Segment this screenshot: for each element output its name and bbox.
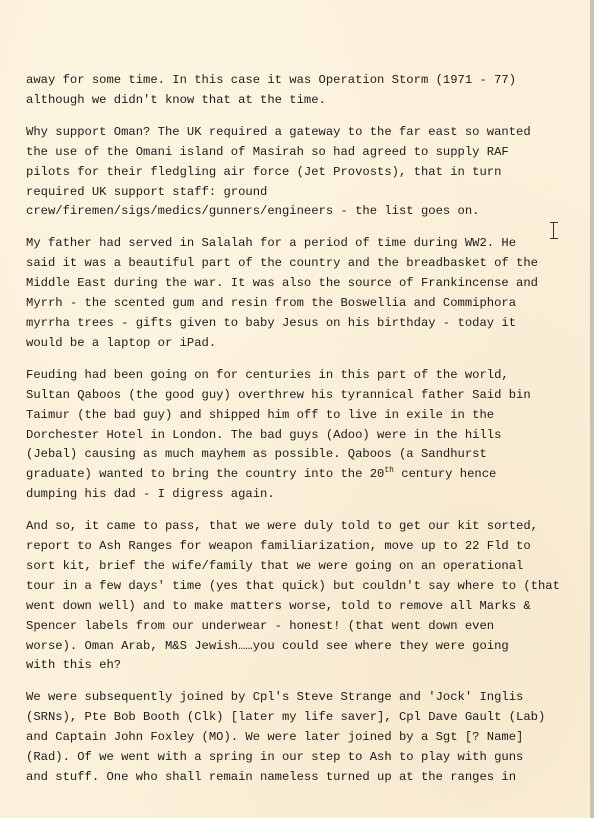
text-line: We were subsequently joined by Cpl's Steve Strange and 'Jock' Inglis (26, 690, 524, 705)
text-line: worse). Oman Arab, M&S Jewish……you could see where they were going (26, 638, 509, 653)
text-line: Feuding had been going on for centuries in this part of the world, (26, 367, 509, 382)
paragraph-why-support-oman (26, 123, 574, 223)
ordinal-suffix: th (384, 466, 394, 476)
paragraph-father-salalah (26, 234, 574, 353)
text-line: myrrha trees - gifts given to baby Jesus on his birthday - today it (26, 315, 517, 330)
text-line: Dorchester Hotel in London. The bad guys (Adoo) were in the hills (26, 427, 502, 442)
text-line: went down well) and to make matters worse, told to remove all Marks & (26, 598, 531, 613)
text-line: and stuff. One who shall remain nameless turned up at the ranges in (26, 770, 517, 784)
text-line: pilots for their fledgling air force (Jet Provosts), that in turn (26, 164, 502, 179)
text-line: said it was a beautiful part of the country and the breadbasket of the (26, 256, 538, 271)
paragraph-joined-by (26, 688, 574, 788)
text-line: (Rad). Of we went with a spring in our step to Ash to play with guns (26, 750, 524, 765)
text-line: Sultan Qaboos (the good guy) overthrew his tyrannical father Said bin (26, 387, 531, 402)
document-body (26, 71, 574, 800)
page-edge (590, 0, 594, 818)
text-line: Why support Oman? The UK required a gateway to the far east so wanted (26, 124, 531, 139)
text-line: report to Ash Ranges for weapon familiarization, move up to 22 Fld to (26, 539, 531, 554)
text-line: And so, it came to pass, that we were duly told to get our kit sorted, (26, 519, 538, 534)
text-line: with this eh? (26, 658, 122, 673)
paragraph-operation-storm (26, 71, 574, 111)
text-line: Taimur (the bad guy) and shipped him off to live in exile in the (26, 407, 495, 422)
text-line: (SRNs), Pte Bob Booth (Clk) [later my life saver], Cpl Dave Gault (Lab) (26, 710, 546, 725)
text-line: the use of the Omani island of Masirah so had agreed to supply RAF (26, 144, 509, 159)
text-line: would be a laptop or iPad. (26, 335, 217, 350)
text-line: dumping his dad - I digress again. (26, 487, 275, 502)
text-line: crew/firemen/sigs/medics/gunners/engineers - the list goes on. (26, 204, 480, 219)
text-line: although we didn't know that at the time. (26, 92, 326, 107)
text-cursor-icon (553, 222, 562, 239)
text-line: Myrrh - the scented gum and resin from the Boswellia and Commiphora (26, 296, 517, 311)
text-line: Spencer labels from our underwear - honest! (that went down even (26, 618, 495, 633)
paragraph-came-to-pass (26, 517, 574, 676)
text-line: required UK support staff: ground (26, 184, 268, 199)
text-line: sort kit, brief the wife/family that we were going on an operational (26, 558, 524, 573)
text-line: tour in a few days' time (yes that quick) but couldn't say where to (that (26, 578, 560, 593)
text-line: graduate) wanted to bring the country into the 20th century hence (26, 466, 497, 482)
paragraph-feuding (26, 366, 574, 505)
text-line: My father had served in Salalah for a period of time during WW2. He (26, 236, 517, 251)
text-line: (Jebal) causing as much mayhem as possible. Qaboos (a Sandhurst (26, 447, 487, 462)
text-line: away for some time. In this case it was Operation Storm (1971 - 77) (26, 73, 517, 87)
text-line: Middle East during the war. It was also the source of Frankincense and (26, 276, 538, 291)
text-line: and Captain John Foxley (MO). We were later joined by a Sgt [? Name] (26, 730, 524, 745)
